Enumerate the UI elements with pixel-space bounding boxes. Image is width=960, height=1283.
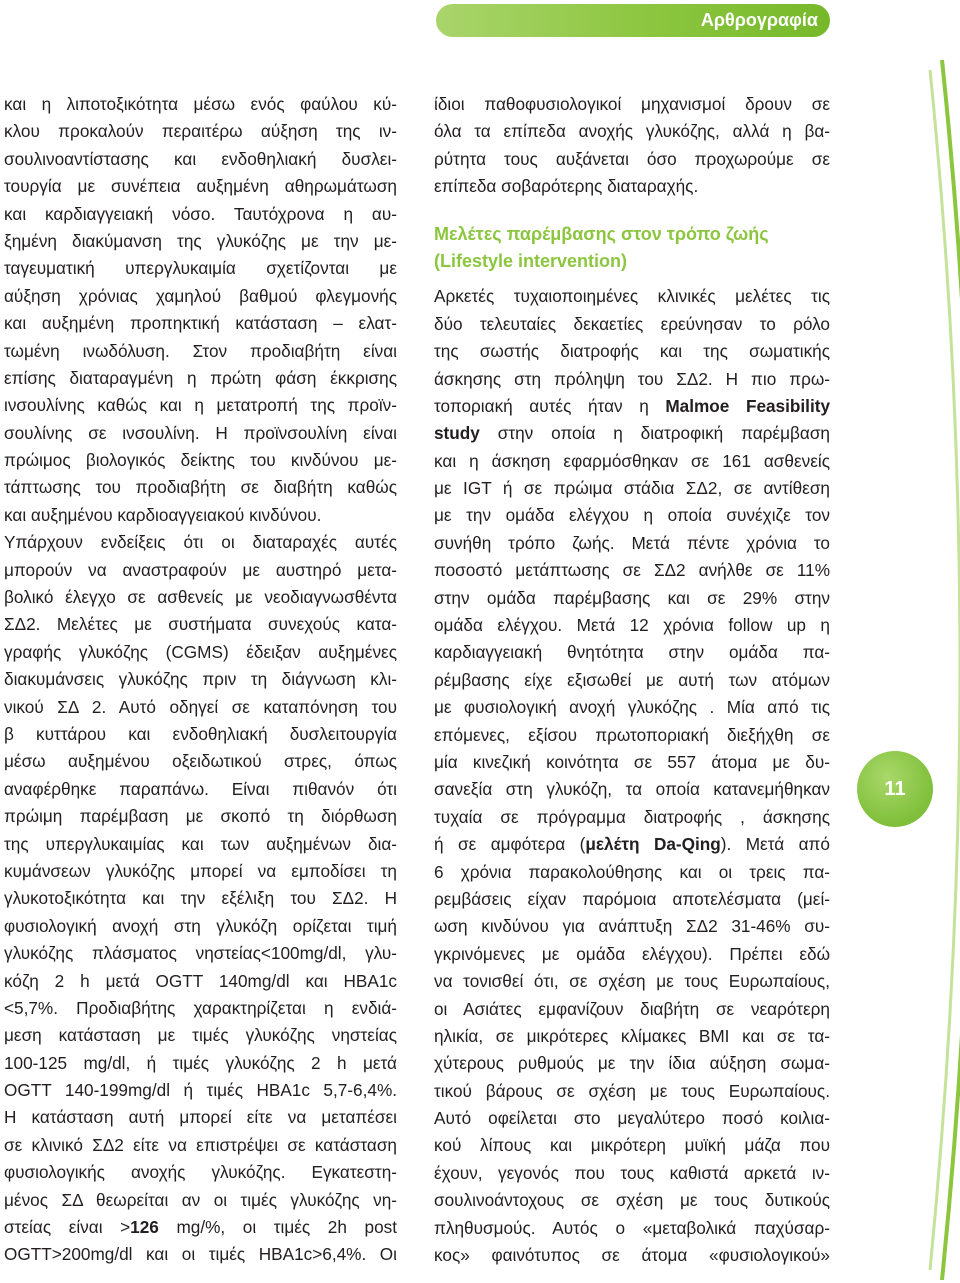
text-line: μία κινεζική κοινότητα σε 557 άτομα με δυ- bbox=[434, 751, 830, 772]
text-line: τυχαία σε πρόγραμμα διατροφής , άσκησης bbox=[434, 806, 830, 827]
text-line: καρδιαγγειακή θνητότητα στην ομάδα πα- bbox=[434, 642, 830, 663]
text-line: Υπάρχουν ενδείξεις ότι οι διαταραχές αυτές bbox=[4, 532, 397, 553]
text-line: στείας είναι >126 mg/%, οι τιμές 2h post bbox=[4, 1217, 398, 1238]
text-line: <5,7%. Προδιαβήτης χαρακτηρίζεται η ενδιά- bbox=[4, 997, 397, 1018]
text-line: της σωστής διατροφής και της σωματικής bbox=[434, 341, 830, 362]
text-line: τωμένη ινωδόλυση. Στον προδιαβήτη είναι bbox=[4, 340, 397, 361]
text-line: μένος ΣΔ θεωρείται αν οι τιμές γλυκόζης νη- bbox=[4, 1189, 397, 1210]
text-line: σουλίνης σε ινσουλίνη. Η προϊνσουλίνη είναι bbox=[4, 422, 397, 443]
text-line: μπορούν να αναστραφούν με αυστηρό μετα- bbox=[4, 559, 397, 580]
text-line: διακυμάνσεις γλυκόζης πριν τη διάγνωση κλι- bbox=[4, 669, 397, 690]
text-line: κος» φαινότυπος σε άτομα «φυσιολογικού» bbox=[434, 1245, 830, 1266]
text-line: ρύτητα τους αυξάνεται όσο προχωρούμε σε bbox=[434, 148, 830, 169]
text-line: και αυξημένου καρδιοαγγειακού κινδύνου. bbox=[4, 504, 322, 525]
text-line: ηλικία, σε μικρότερες κλίμακες BMI και σε τα- bbox=[434, 1025, 830, 1046]
text-line: φυσιολογικής ανοχής γλυκόζης. Εγκατεστη- bbox=[4, 1162, 397, 1183]
text-line: χύτερους ρυθμούς με την ίδια αύξηση σωμα- bbox=[434, 1053, 830, 1074]
text-line: ρέμβασης είχε εξισωθεί με αυτή των ατόμων bbox=[434, 669, 830, 690]
section-header-tab bbox=[436, 4, 830, 37]
text-line: κλου προκαλούν περαιτέρω αύξηση της ιν- bbox=[4, 121, 397, 142]
text-line: οι Ασιάτες εμφανίζουν διαβήτη σε νεαρότερη bbox=[434, 998, 830, 1019]
right-text-column bbox=[434, 91, 830, 1269]
text-line: επίσης διαταραγμένη η πρώτη φάση έκκρισης bbox=[4, 367, 397, 388]
text-line: με την ομάδα ελέγχου η οποία συνέχιζε τον bbox=[434, 505, 830, 526]
text-line: της υπεργλυκαιμίας και των αυξημένων δια- bbox=[4, 833, 397, 854]
section-heading-line-2: (Lifestyle intervention) bbox=[434, 250, 628, 271]
text-line: έχουν, γεγονός που τους καθιστά αρκετά ιν- bbox=[434, 1162, 830, 1183]
text-line: και καρδιαγγειακή νόσο. Ταυτόχρονα η αυ- bbox=[4, 203, 397, 224]
text-line: επόμενες, εξίσου πρωτοποριακή διεξήχθη σε bbox=[434, 724, 830, 745]
text-line: γκρινόμενες με ομάδα ελέγχου). Πρέπει εδώ bbox=[434, 943, 830, 964]
text-line: στην ομάδα παρέμβασης και σε 29% στην bbox=[434, 587, 830, 608]
text-line: αναφέρθηκε παραπάνω. Είναι πιθανόν ότι bbox=[4, 778, 397, 799]
page-number-badge bbox=[857, 751, 933, 827]
text-line: study στην οποία η διατροφική παρέμβαση bbox=[434, 423, 830, 444]
text-line: τουργία με συνέπεια αυξημένη αθηρωμάτωση bbox=[4, 176, 397, 197]
text-line: ξημένη διακύμανση της γλυκόζης με την με- bbox=[4, 230, 397, 251]
text-line: ή σε αμφότερα (μελέτη Da-Qing). Μετά από bbox=[434, 834, 830, 855]
text-line: 6 χρόνια παρακολούθησης και οι τρεις πα- bbox=[434, 861, 830, 882]
text-line: OGTT>200mg/dl και οι τιμές HBA1c>6,4%. Οι bbox=[4, 1244, 397, 1265]
section-heading-line-1: Μελέτες παρέμβασης στον τρόπο ζωής bbox=[434, 223, 769, 244]
text-line: συνήθη τρόπο ζωής. Μετά πέντε χρόνια το bbox=[434, 532, 830, 553]
text-line: τικού βάρους σε σχέση με τους Ευρωπαίους. bbox=[434, 1080, 830, 1101]
text-line: κού λίπους και μικρότερη μυϊκή μάζα που bbox=[434, 1135, 830, 1156]
page-number: 11 bbox=[884, 777, 906, 800]
text-line: ινσουλίνης καθώς και η μετατροπή της προϊν- bbox=[4, 395, 397, 416]
text-line: βολικό έλεγχο σε ασθενείς με νεοδιαγνωσθέντα bbox=[4, 587, 397, 608]
text-line: πρώιμος βιολογικός δείκτης του κινδύνου με- bbox=[4, 450, 397, 471]
text-line: μεση κατάσταση με τιμές γλυκόζης νηστείας bbox=[4, 1025, 397, 1046]
text-line: γλυκόζης πλάσματος νηστείας<100mg/dl, γλυ- bbox=[4, 943, 397, 964]
text-line: κόζη 2 h μετά OGTT 140mg/dl και HBA1c bbox=[4, 970, 397, 991]
text-line: γραφής γλυκόζης (CGMS) έδειξαν αυξημένες bbox=[4, 641, 397, 662]
text-line: πρώιμη παρέμβαση με σκοπό τη διόρθωση bbox=[4, 806, 397, 827]
text-line: φυσιολογική ανοχή στη γλυκόζη ορίζεται τιμή bbox=[4, 915, 397, 936]
text-line: ίδιοι παθοφυσιολογικοί μηχανισμοί δρουν σε bbox=[434, 94, 830, 114]
text-line: κυμάνσεων γλυκόζης μπορεί να εμποδίσει τη bbox=[4, 860, 397, 881]
text-line: τοποριακή αυτές ήταν η Malmoe Feasibility bbox=[434, 395, 830, 416]
text-line: ποσοστό μετάπτωσης σε ΣΔ2 ανήλθε σε 11% bbox=[434, 560, 830, 581]
left-text-column bbox=[4, 91, 397, 1269]
text-line: ΣΔ2. Μελέτες με συστήματα συνεχούς κατα- bbox=[4, 614, 397, 635]
text-line: και η λιποτοξικότητα μέσω ενός φαύλου κύ- bbox=[4, 94, 397, 114]
text-line: πληθυσμούς. Αυτός ο «μεταβολικά παχύσαρ- bbox=[434, 1217, 830, 1238]
text-line: σουλινοαντίστασης και ενδοθηλιακή δυσλει- bbox=[4, 148, 397, 169]
text-line: και αυξημένη προπηκτική κατάσταση – ελατ- bbox=[4, 313, 397, 334]
text-line: ρεμβάσεις είχαν παρόμοια αποτελέσματα (μεί- bbox=[434, 888, 830, 909]
text-line: να τονισθεί ότι, σε σχέση με τους Ευρωπαίους, bbox=[434, 971, 830, 992]
text-line: τάπτωσης του προδιαβήτη σε διαβήτη καθώς bbox=[4, 477, 397, 498]
text-line: Η κατάσταση αυτή μπορεί είτε να μεταπέσει bbox=[4, 1107, 397, 1128]
decorative-green-arc bbox=[880, 40, 960, 1280]
text-line: Αυτό οφείλεται στο μεγαλύτερο ποσό κοιλια- bbox=[434, 1108, 830, 1129]
text-line: άσκησης στη πρόληψη του ΣΔ2. Η πιο πρω- bbox=[434, 368, 830, 389]
text-line: σε κλινικό ΣΔ2 είτε να επιστρέψει σε κατάσταση bbox=[4, 1134, 397, 1155]
text-line: σουλινοάντοχους σε σχέση με τους δυτικούς bbox=[434, 1190, 830, 1211]
text-line: ωση κινδύνου για ανάπτυξη ΣΔ2 31-46% συ- bbox=[434, 916, 830, 937]
text-line: Αρκετές τυχαιοποιημένες κλινικές μελέτες τις bbox=[434, 286, 830, 307]
text-line: όλα τα επίπεδα ανοχής γλυκόζης, αλλά η βα- bbox=[434, 121, 830, 142]
text-line: δύο τελευταίες δεκαετίες ερεύνησαν το ρόλο bbox=[434, 313, 830, 334]
text-line: και η άσκηση εφαρμόσθηκαν σε 161 ασθενείς bbox=[434, 450, 830, 471]
text-line: σανεξία στη γλυκόζη, τα οποία κατανεμήθηκαν bbox=[434, 779, 830, 800]
text-line: ομάδα ελέγχου. Μετά 12 χρόνια follow up η bbox=[434, 615, 830, 636]
text-line: OGTT 140-199mg/dl ή τιμές HBA1c 5,7-6,4%. bbox=[4, 1080, 397, 1101]
text-line: επίπεδα σοβαρότερης διαταραχής. bbox=[434, 176, 699, 197]
text-line: με IGT ή σε πρώιμα στάδια ΣΔ2, σε αντίθεση bbox=[434, 478, 830, 499]
text-line: μέσω αυξημένου οξειδωτικού στρες, όπως bbox=[4, 751, 397, 772]
section-title: Αρθρογραφία bbox=[700, 10, 818, 30]
text-line: γλυκοτοξικότητα και την εξέλιξη του ΣΔ2. Η bbox=[4, 888, 397, 909]
text-line: ταγευματική υπεργλυκαιμία σχετίζονται με bbox=[4, 258, 397, 279]
text-line: 100-125 mg/dl, ή τιμές γλυκόζης 2 h μετά bbox=[4, 1052, 397, 1073]
text-line: με φυσιολογική ανοχή γλυκόζης . Μία από τις bbox=[434, 697, 830, 718]
text-line: β κυττάρου και ενδοθηλιακή δυσλειτουργία bbox=[4, 723, 397, 744]
text-line: αύξηση χρόνιας χαμηλού βαθμού φλεγμονής bbox=[4, 285, 397, 306]
text-line: νικού ΣΔ 2. Αυτό οδηγεί σε καταπόνηση του bbox=[4, 696, 397, 717]
